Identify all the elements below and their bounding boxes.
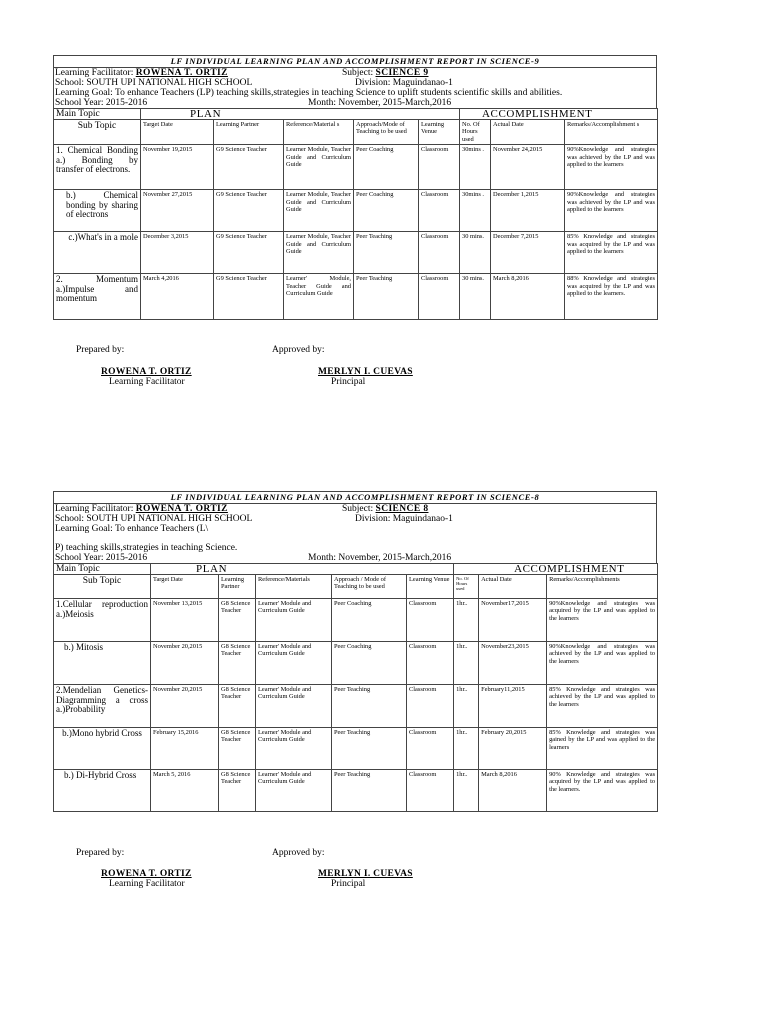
approver-role: Principal <box>331 879 366 889</box>
approved-by-label: Approved by: <box>272 848 325 858</box>
hours-cell: 1hr.. <box>454 685 479 728</box>
remarks-cell: 88% Knowledge and strategies was acquired by the LP and was applied to the learners. <box>565 274 658 320</box>
sub-topic-cell: b.) Di-Hybrid Cross <box>54 770 151 812</box>
table-row <box>54 770 658 812</box>
facilitator-label: Learning Facilitator: <box>55 504 136 514</box>
venue-cell: Classroom <box>407 599 454 642</box>
plan-header: PLAN <box>141 109 460 120</box>
preparer-role: Learning Facilitator <box>109 879 185 889</box>
table-row <box>54 728 658 770</box>
remarks-cell: 85% Knowledge and strategies was gained by the LP and was applied to the learners <box>547 728 658 770</box>
report-title: LF INDIVIDUAL LEARNING PLAN AND ACCOMPLISHMENT REPORT IN SCIENCE-8 <box>53 491 657 503</box>
remarks-cell: 90% Knowledge and strategies was acquired by the LP and was applied to the learners. <box>547 770 658 812</box>
approach-cell: Peer Teaching <box>354 274 419 320</box>
actual-date-cell: November17,2015 <box>479 599 547 642</box>
remarks-cell: 90%Knowledge and strategies was achieved by the LP and was applied to the learners <box>547 642 658 685</box>
target-date-cell: March 5, 2016 <box>151 770 219 812</box>
venue-cell: Classroom <box>407 770 454 812</box>
actual-date-cell: February11,2015 <box>479 685 547 728</box>
col-sub-topic: Sub Topic <box>54 120 141 145</box>
report-info-block <box>53 67 657 108</box>
report-science-8 <box>53 491 657 812</box>
school-year: School Year: 2015-2016 <box>55 98 148 108</box>
division-line: Division: Maguindanao-1 <box>355 514 453 524</box>
hours-cell: 30 mins. <box>460 274 491 320</box>
learning-goal-continued: P) teaching skills,strategies in teaching Science. <box>55 543 238 553</box>
hours-cell: 1hr.. <box>454 642 479 685</box>
partner-cell: G8 Science Teacher <box>219 728 256 770</box>
preparer-role: Learning Facilitator <box>109 377 185 387</box>
partner-cell: G9 Science Teacher <box>214 232 284 274</box>
school-line: School: SOUTH UPI NATIONAL HIGH SCHOOL <box>55 514 253 524</box>
table-row <box>54 190 658 232</box>
col-target-date: Target Date <box>151 575 219 599</box>
plan-table <box>53 108 658 320</box>
actual-date-cell: March 8,2016 <box>491 274 565 320</box>
col-approach: Approach / Mode of Teaching to be used <box>332 575 407 599</box>
col-approach: Approach/Mode of Teaching to be used <box>354 120 419 145</box>
approach-cell: Peer Coaching <box>332 599 407 642</box>
approach-cell: Peer Coaching <box>354 145 419 190</box>
prepared-by-label: Prepared by: <box>76 848 125 858</box>
actual-date-cell: December 1,2015 <box>491 190 565 232</box>
main-topic-header: Main Topic <box>54 564 151 575</box>
subject-value: SCIENCE 8 <box>375 504 429 514</box>
facilitator-name: ROWENA T. ORTIZ <box>135 504 228 514</box>
subject-label: Subject: <box>342 504 376 514</box>
report-title: LF INDIVIDUAL LEARNING PLAN AND ACCOMPLISHMENT REPORT IN SCIENCE-9 <box>53 55 657 67</box>
hours-cell: 1hr.. <box>454 599 479 642</box>
col-learning-partner: Learning Partner <box>219 575 256 599</box>
col-actual-date: Actual Date <box>491 120 565 145</box>
target-date-cell: November 20,2015 <box>151 642 219 685</box>
references-cell: Learner' Module and Curriculum Guide <box>256 728 332 770</box>
col-hours: No. Of Hours used <box>454 575 479 599</box>
table-row <box>54 599 658 642</box>
table-row <box>54 232 658 274</box>
plan-header: PLAN <box>151 564 454 575</box>
partner-cell: G9 Science Teacher <box>214 145 284 190</box>
table-row <box>54 274 658 320</box>
preparer-name: ROWENA T. ORTIZ <box>101 869 192 879</box>
col-venue: Learning Venue <box>419 120 460 145</box>
references-cell: Learner' Module and Curriculum Guide <box>256 599 332 642</box>
sub-topic-cell: b.) Mitosis <box>54 642 151 685</box>
report-science-9 <box>53 55 657 320</box>
learning-goal: Learning Goal: To enhance Teachers (L\ <box>55 524 209 534</box>
approver-role: Principal <box>331 377 366 387</box>
references-cell: Learner' Module, Teacher Guide and Curriculum Guide <box>284 274 354 320</box>
sub-topic-cell: 2.Mendelian Genetics-Diagramming a cross a.)Probability <box>54 685 151 728</box>
table-row <box>54 685 658 728</box>
sub-topic-cell: b.)Mono hybrid Cross <box>54 728 151 770</box>
hours-cell: 30mins . <box>460 145 491 190</box>
target-date-cell: November 13,2015 <box>151 599 219 642</box>
partner-cell: G8 Science Teacher <box>219 642 256 685</box>
approved-by-label: Approved by: <box>272 345 325 355</box>
partner-cell: G9 Science Teacher <box>214 274 284 320</box>
venue-cell: Classroom <box>407 685 454 728</box>
sub-topic-cell: 1. Chemical Bonding a.) Bonding by transfer of electrons. <box>54 145 141 190</box>
col-remarks: Remarks/Accomplishment s <box>565 120 658 145</box>
target-date-cell: November 27,2015 <box>141 190 214 232</box>
actual-date-cell: December 7,2015 <box>491 232 565 274</box>
hours-cell: 30mins . <box>460 190 491 232</box>
col-target-date: Target Date <box>141 120 214 145</box>
prepared-by-label: Prepared by: <box>76 345 125 355</box>
main-topic-header: Main Topic <box>54 109 141 120</box>
subject-value: SCIENCE 9 <box>375 68 429 78</box>
month-range: Month: November, 2015-March,2016 <box>308 553 452 563</box>
actual-date-cell: March 8,2016 <box>479 770 547 812</box>
accomplishment-header: ACCOMPLISHMENT <box>460 109 658 120</box>
approach-cell: Peer Teaching <box>332 728 407 770</box>
remarks-cell: 85% Knowledge and strategies was acquired by the LP and was applied to the learners <box>565 232 658 274</box>
approach-cell: Peer Coaching <box>332 642 407 685</box>
hours-cell: 1hr.. <box>454 770 479 812</box>
table-row <box>54 642 658 685</box>
accomplishment-header: ACCOMPLISHMENT <box>454 564 658 575</box>
col-remarks: Remarks/Accomplishments <box>547 575 658 599</box>
references-cell: Learner' Module and Curriculum Guide <box>256 770 332 812</box>
approach-cell: Peer Teaching <box>332 685 407 728</box>
target-date-cell: November 19,2015 <box>141 145 214 190</box>
sub-topic-cell: b.) Chemical bonding by sharing of electrons <box>54 190 141 232</box>
col-venue: Learning Venue <box>407 575 454 599</box>
approach-cell: Peer Coaching <box>354 190 419 232</box>
school-line: School: SOUTH UPI NATIONAL HIGH SCHOOL <box>55 78 253 88</box>
col-references: Reference/Material s <box>284 120 354 145</box>
target-date-cell: November 20,2015 <box>151 685 219 728</box>
month-range: Month: November, 2015-March,2016 <box>308 98 452 108</box>
references-cell: Learner' Module and Curriculum Guide <box>256 642 332 685</box>
venue-cell: Classroom <box>407 728 454 770</box>
learning-goal: Learning Goal: To enhance Teachers (LP) teaching skills,strategies in teaching Science to uplift students scientific skills and abilities. <box>55 88 563 98</box>
subject-label: Subject: <box>342 68 376 78</box>
approver-name: MERLYN I. CUEVAS <box>318 869 413 879</box>
target-date-cell: February 15,2016 <box>151 728 219 770</box>
partner-cell: G8 Science Teacher <box>219 685 256 728</box>
facilitator-label: Learning Facilitator: <box>55 68 136 78</box>
col-hours: No. Of Hours used <box>460 120 491 145</box>
remarks-cell: 90%Knowledge and strategies was achieved by the LP and was applied to the learners <box>565 145 658 190</box>
partner-cell: G9 Science Teacher <box>214 190 284 232</box>
actual-date-cell: November 24,2015 <box>491 145 565 190</box>
preparer-name: ROWENA T. ORTIZ <box>101 367 192 377</box>
venue-cell: Classroom <box>419 145 460 190</box>
col-learning-partner: Learning Partner <box>214 120 284 145</box>
remarks-cell: 85% Knowledge and strategies was achieved by the LP and was applied to the learners <box>547 685 658 728</box>
col-sub-topic: Sub Topic <box>54 575 151 599</box>
references-cell: Learner Module, Teacher Guide and Curriculum Guide <box>284 232 354 274</box>
remarks-cell: 90%Knowledge and strategies was acquired by the LP and was applied to the learners <box>547 599 658 642</box>
target-date-cell: December 3,2015 <box>141 232 214 274</box>
references-cell: Learner Module, Teacher Guide and Curriculum Guide <box>284 190 354 232</box>
partner-cell: G8 Science Teacher <box>219 770 256 812</box>
approver-name: MERLYN I. CUEVAS <box>318 367 413 377</box>
report-info-block <box>53 503 657 563</box>
venue-cell: Classroom <box>419 190 460 232</box>
remarks-cell: 90%Knowledge and strategies was achieved by the LP and was applied to the learners <box>565 190 658 232</box>
references-cell: Learner Module, Teacher Guide and Curriculum Guide <box>284 145 354 190</box>
division-line: Division: Maguindanao-1 <box>355 78 453 88</box>
venue-cell: Classroom <box>407 642 454 685</box>
hours-cell: 30 mins. <box>460 232 491 274</box>
target-date-cell: March 4,2016 <box>141 274 214 320</box>
venue-cell: Classroom <box>419 274 460 320</box>
partner-cell: G8 Science Teacher <box>219 599 256 642</box>
actual-date-cell: February 20,2015 <box>479 728 547 770</box>
table-row <box>54 145 658 190</box>
facilitator-name: ROWENA T. ORTIZ <box>135 68 228 78</box>
hours-cell: 1hr.. <box>454 728 479 770</box>
references-cell: Learner' Module and Curriculum Guide <box>256 685 332 728</box>
sub-topic-cell: c.)What's in a mole <box>54 232 141 274</box>
col-references: Reference/Materials <box>256 575 332 599</box>
school-year: School Year: 2015-2016 <box>55 553 148 563</box>
plan-table <box>53 563 658 812</box>
actual-date-cell: November23,2015 <box>479 642 547 685</box>
sub-topic-cell: 1.Cellular reproduction a.)Meiosis <box>54 599 151 642</box>
approach-cell: Peer Teaching <box>332 770 407 812</box>
approach-cell: Peer Teaching <box>354 232 419 274</box>
col-actual-date: Actual Date <box>479 575 547 599</box>
venue-cell: Classroom <box>419 232 460 274</box>
sub-topic-cell: 2. Momentum a.)Impulse and momentum <box>54 274 141 320</box>
